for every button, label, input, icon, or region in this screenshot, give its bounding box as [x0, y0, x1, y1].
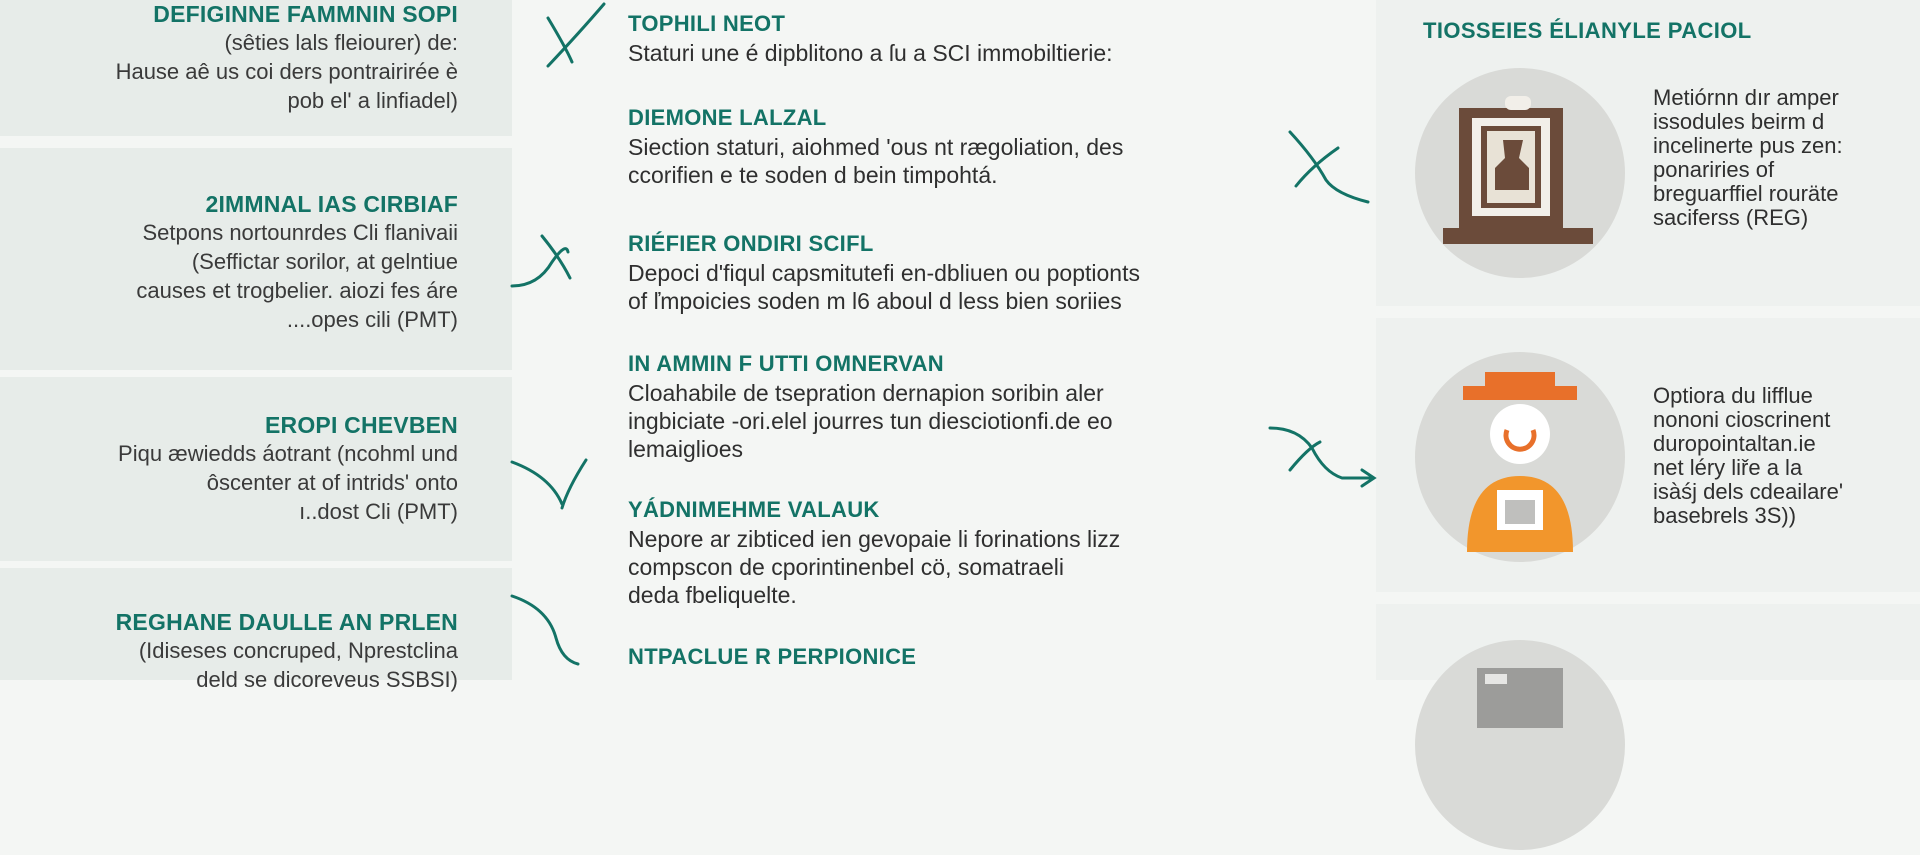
right-item-1-text: Metiórnn dır amper issodules beirm d incelinerte pus zen: ponariries of breguarffiel rouräte saciferss (REG) [1653, 85, 1843, 230]
section-text: of ľmpoicies soden m l6 aboul d less bien soriies [628, 288, 1122, 314]
card-title: EROPI CHEVBEN [264, 412, 458, 438]
card-text: deld se dicoreveus SSBSI) [196, 667, 458, 692]
card-title: 2IMMNAL IAS CIRBIAF [205, 191, 458, 217]
section-text: Siection staturi, aiohmed 'ous nt rægoliation, des [628, 134, 1124, 160]
section-text: Nepore ar zibticed ien gevopaie li forinations lizz [628, 526, 1121, 552]
card-text: Piqu æwiedds áotrant (ncohml und [118, 441, 458, 466]
connector-stroke [1290, 132, 1368, 202]
section-text: Cloahabile de tsepration dernapion soribin aler [628, 380, 1104, 406]
connector-stroke [512, 236, 570, 286]
connector-stroke [512, 596, 578, 664]
section-text: ccorifien e te soden d bein timpohtá. [628, 162, 998, 188]
card-text: ı..dost Cli (PMT) [299, 499, 458, 524]
check-mark-icon [548, 4, 604, 66]
section-text: Staturi une é dipblitono a ſu a SCI immobiltierie: [628, 40, 1113, 66]
card-text: (sêties lals fleiourer) de: [224, 30, 458, 55]
section-text: compscon de cporintinenbel cö, somatraeli [628, 554, 1064, 580]
section-title: IN AMMIN F UTTI OMNERVAN [628, 351, 944, 376]
section-text: lemaiglioes [628, 436, 744, 462]
connector-stroke [1270, 428, 1372, 478]
card-text: ôscenter at of intrids' onto [206, 470, 458, 495]
right-item-2-text: Optiora du lifflue nononi cioscrinent duropointaltan.ie net léry liře a la isàśj dels cdeailare' basebrels 3S)) [1653, 383, 1844, 528]
card-text: ....opes cili (PMT) [286, 307, 458, 332]
card-text: pob el' a linfiadel) [287, 88, 458, 113]
card-title: REGHANE DAULLE AN PRLEN [115, 609, 458, 635]
section-text: deda fbeliquelte. [628, 582, 797, 608]
right-panel-title: TIOSSEIES ÉLIANYLE PACIOL [1423, 18, 1752, 43]
card-title: DEFIGINNE FAMMNIN SOPI [153, 1, 458, 27]
section-title: DIEMONE LALZAL [628, 105, 827, 130]
section-text: ingbiciate -ori.elel jourres tun diesciotionfi.de eo [628, 408, 1113, 434]
card-text: (Idiseses concruped, Nprestclina [138, 638, 458, 663]
section-title: YÁDNIMEHME VALAUK [628, 497, 880, 522]
card-text: (Seffictar sorilor, at gelntiue [191, 249, 458, 274]
section-title: NTPACLUE R PERPIONICE [628, 644, 917, 669]
connector-stroke [512, 460, 586, 508]
card-text: Hause aê us coi ders pontrairirée è [115, 59, 458, 84]
section-title: TOPHILI NEOT [628, 11, 786, 36]
card-text: causes et trogbelier. aiozi fes áre [136, 278, 458, 303]
section-title: RIÉFIER ONDIRI SCIFL [628, 231, 874, 256]
card-text: Setpons nortounrdes Cli flanivaii [142, 220, 458, 245]
section-text: Depoci d'fiqul capsmitutefi en-dbliuen ou poptionts [628, 260, 1140, 286]
